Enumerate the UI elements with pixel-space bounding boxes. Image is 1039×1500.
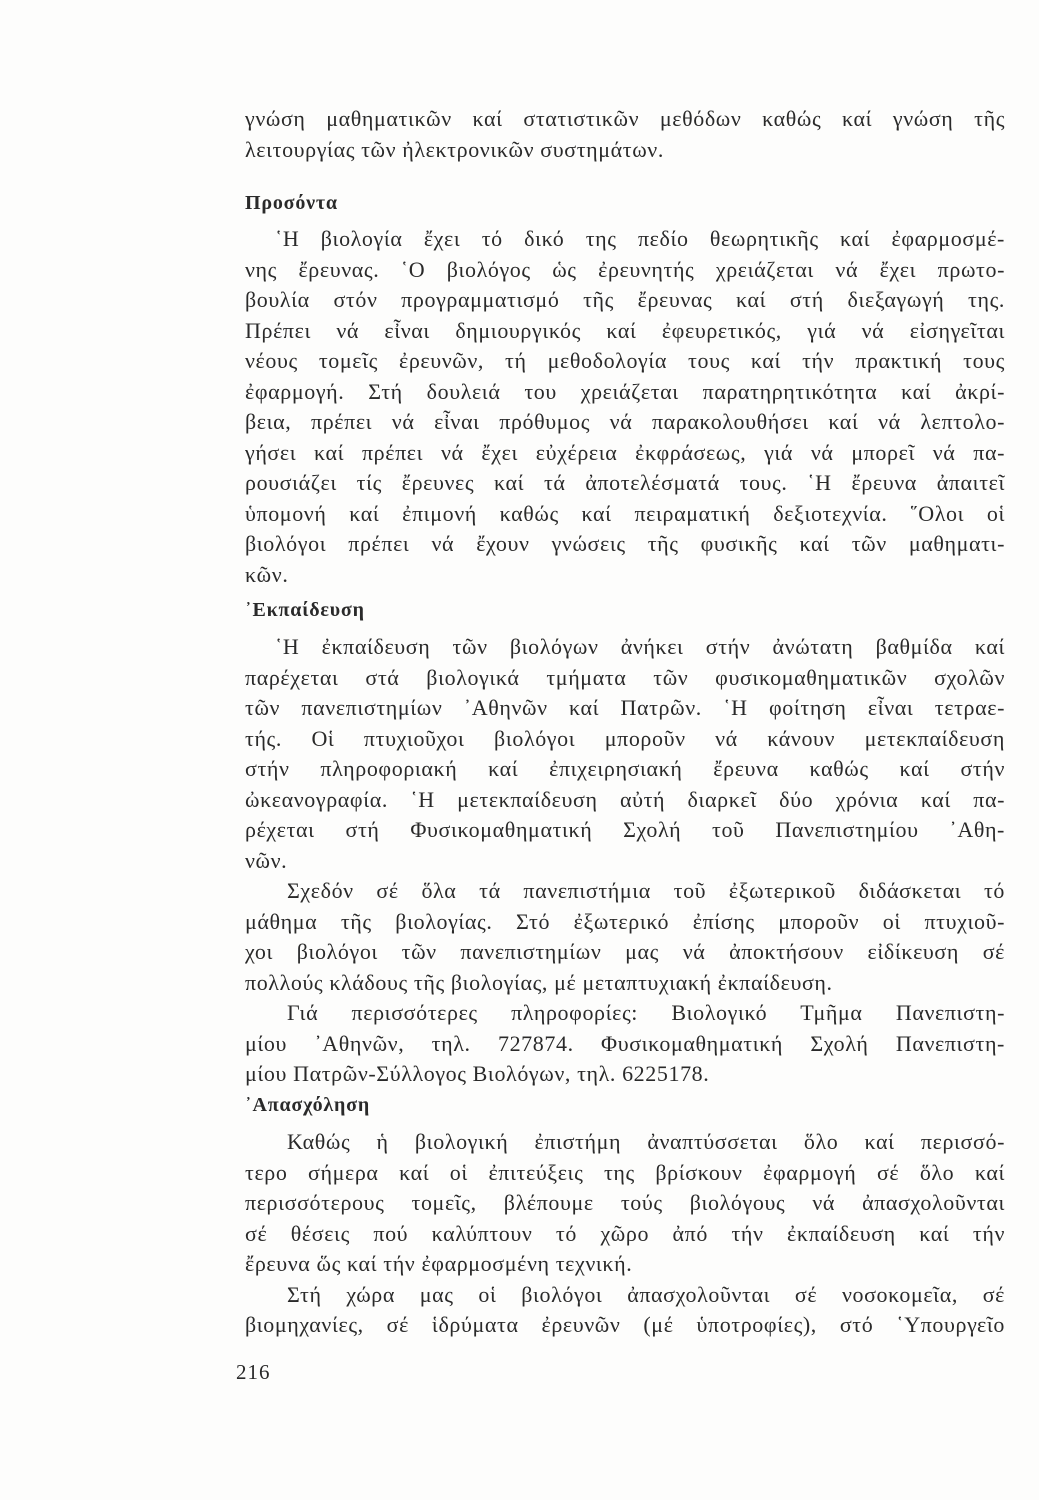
apasxolisi-p2-line-1: Στή χώρα μας οἱ βιολόγοι ἀπασχολοῦνται σέ νοσοκομεῖα, σέ xyxy=(287,1281,1005,1307)
section-ekpaideusi-body xyxy=(245,632,1005,1090)
apasxolisi-p1-line-1: Καθώς ἡ βιολογική ἐπιστήμη ἀναπτύσσεται ὅλο καί περισσό- xyxy=(287,1129,1005,1154)
section-prosonta-heading-wrap xyxy=(245,189,1005,217)
ekpaideusi-p1-line-8: νῶν. xyxy=(245,847,288,873)
ekpaideusi-p2-line-4: πολλούς κλάδους τῆς βιολογίας, μέ μεταπτυχιακή ἐκπαίδευση. xyxy=(245,969,833,995)
ekpaideusi-p2-line-1: Σχεδόν σέ ὅλα τά πανεπιστήμια τοῦ ἐξωτερικοῦ διδάσκεται τό xyxy=(287,878,1005,903)
ekpaideusi-p1-line-6: ὠκεανογραφία. ῾Η μετεκπαίδευση αὐτή διαρκεῖ δύο χρόνια καί πα- xyxy=(245,786,1005,812)
prosonta-line-4: Πρέπει νά εἶναι δημιουργικός καί ἐφευρετικός, γιά νά εἰσηγεῖται xyxy=(245,317,1005,343)
apasxolisi-p1-line-2: τερο σήμερα καί οἱ ἐπιτεύξεις της βρίσκουν ἐφαρμογή σέ ὅλο καί xyxy=(245,1159,1005,1185)
prosonta-line-11: βιολόγοι πρέπει νά ἔχουν γνώσεις τῆς φυσικῆς καί τῶν μαθηματι- xyxy=(245,531,1005,556)
ekpaideusi-p1-line-5: στήν πληροφοριακή καί ἐπιχειρησιακή ἔρευνα καθώς καί στήν xyxy=(245,756,1005,781)
section-apasxolisi-body xyxy=(245,1127,1005,1341)
section-ekpaideusi-heading-wrap xyxy=(245,596,1005,624)
section-heading-apasxolisi: ᾽Απασχόληση xyxy=(245,1094,370,1116)
ekpaideusi-p3-line-1: Γιά περισσότερες πληροφορίες: Βιολογικό Τμῆμα Πανεπιστη- xyxy=(287,1000,1005,1025)
section-heading-prosonta: Προσόντα xyxy=(245,192,338,214)
section-prosonta-body xyxy=(245,224,1005,590)
prosonta-line-2: νης ἔρευνας. ῾Ο βιολόγος ὡς ἐρευνητής χρειάζεται νά ἔχει πρωτο- xyxy=(245,256,1005,282)
prosonta-line-6: ἐφαρμογή. Στή δουλειά του χρειάζεται παρατηρητικότητα καί ἀκρί- xyxy=(245,378,1005,404)
prosonta-line-10: ὑπομονή καί ἐπιμονή καθώς καί πειραματική δεξιοτεχνία. ῞Ολοι οἱ xyxy=(245,500,1005,526)
ekpaideusi-p1-line-4: τής. Οἱ πτυχιοῦχοι βιολόγοι μποροῦν νά κάνουν μετεκπαίδευση xyxy=(245,725,1005,751)
page-number: 216 xyxy=(236,1360,271,1384)
ekpaideusi-p3-line-3: μίου Πατρῶν-Σύλλογος Βιολόγων, τηλ. 6225178. xyxy=(245,1061,710,1086)
intro-line-1: γνώση μαθηματικῶν καί στατιστικῶν μεθόδων καθώς καί γνώση τῆς xyxy=(245,106,1005,131)
ekpaideusi-p1-line-7: ρέχεται στή Φυσικομαθηματική Σχολή τοῦ Πανεπιστημίου ᾽Αθη- xyxy=(245,817,1005,842)
ekpaideusi-p1-line-3: τῶν πανεπιστημίων ᾽Αθηνῶν καί Πατρῶν. ῾Η φοίτηση εἶναι τετραε- xyxy=(245,695,1005,720)
apasxolisi-p1-line-3: περισσότερους τομεῖς, βλέπουμε τούς βιολόγους νά ἀπασχολοῦνται xyxy=(245,1190,1005,1215)
intro-line-2: λειτουργίας τῶν ἠλεκτρονικῶν συστημάτων. xyxy=(245,136,664,162)
prosonta-line-3: βουλία στόν προγραμματισμό τῆς ἔρευνας καί στή διεξαγωγή της. xyxy=(245,287,1005,312)
prosonta-line-8: γήσει καί πρέπει νά ἔχει εὐχέρεια ἐκφράσεως, γιά νά μπορεῖ νά πα- xyxy=(245,439,1005,465)
ekpaideusi-p2-line-2: μάθημα τῆς βιολογίας. Στό ἐξωτερικό ἐπίσης μποροῦν οἱ πτυχιοῦ- xyxy=(245,908,1005,934)
prosonta-line-12: κῶν. xyxy=(245,561,289,587)
ekpaideusi-p1-line-2: παρέχεται στά βιολογικά τμήματα τῶν φυσικομαθηματικῶν σχολῶν xyxy=(245,664,1005,690)
apasxolisi-p2-line-2: βιομηχανίες, σέ ἱδρύματα ἐρευνῶν (μέ ὑποτροφίες), στό ῾Υπουργεῖο xyxy=(245,1312,1005,1337)
prosonta-line-5: νέους τομεῖς ἐρευνῶν, τή μεθοδολογία τους καί τήν πρακτική τους xyxy=(245,348,1005,373)
intro-paragraph xyxy=(245,104,1005,165)
section-apasxolisi-heading-wrap xyxy=(245,1091,1005,1119)
ekpaideusi-p1-line-1: ῾Η ἐκπαίδευση τῶν βιολόγων ἀνήκει στήν ἀνώτατη βαθμίδα καί xyxy=(275,634,1005,659)
prosonta-line-7: βεια, πρέπει νά εἶναι πρόθυμος νά παρακολουθήσει καί νά λεπτολο- xyxy=(245,409,1005,434)
ekpaideusi-p3-line-2: μίου ᾽Αθηνῶν, τηλ. 727874. Φυσικομαθηματική Σχολή Πανεπιστη- xyxy=(245,1030,1005,1056)
prosonta-line-9: ρουσιάζει τίς ἔρευνες καί τά ἀποτελέσματά τους. ῾Η ἔρευνα ἀπαιτεῖ xyxy=(245,470,1005,495)
apasxolisi-p1-line-5: ἔρευνα ὥς καί τήν ἐφαρμοσμένη τεχνική. xyxy=(245,1251,633,1276)
apasxolisi-p1-line-4: σέ θέσεις πού καλύπτουν τό χῶρο ἀπό τήν ἐκπαίδευση καί τήν xyxy=(245,1220,1005,1246)
section-heading-ekpaideusi: ᾽Εκπαίδευση xyxy=(245,599,365,621)
prosonta-line-1: ῾Η βιολογία ἔχει τό δικό της πεδίο θεωρητικῆς καί ἐφαρμοσμέ- xyxy=(275,226,1005,251)
ekpaideusi-p2-line-3: χοι βιολόγοι τῶν πανεπιστημίων μας νά ἀποκτήσουν εἰδίκευση σέ xyxy=(245,939,1005,964)
